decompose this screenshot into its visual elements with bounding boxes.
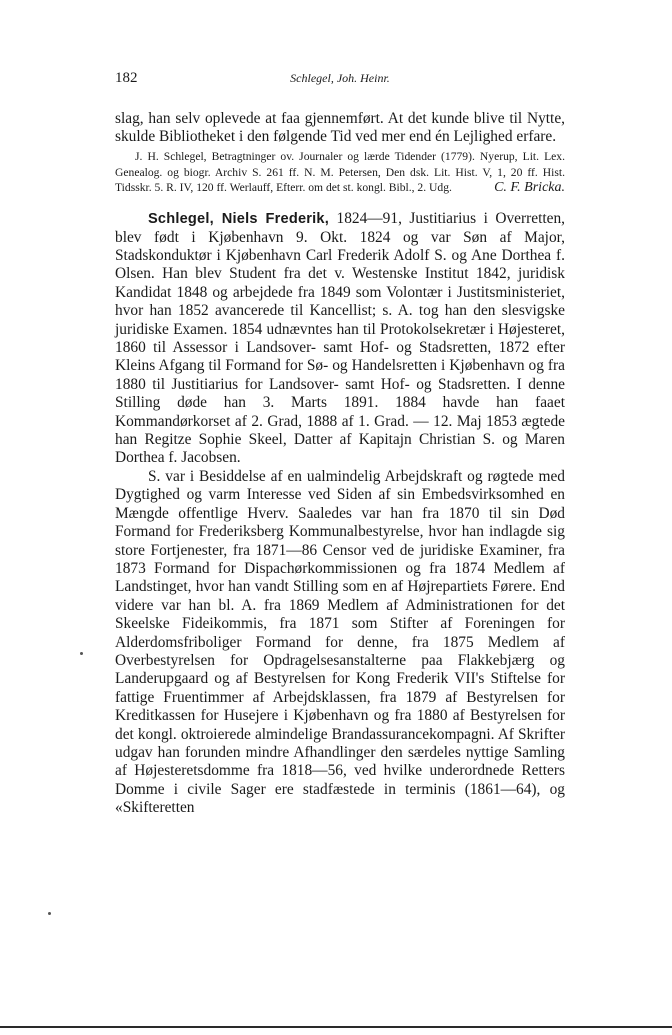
author-signature: C. F. Bricka.	[494, 180, 565, 196]
previous-article-ending: slag, han selv oplevede at faa gjennemført. At det kunde blive til Nytte, skulde Bibliotheket i den følgende Tid ved mer end én Lejlighed erfare.	[115, 110, 565, 146]
reference-block	[115, 149, 565, 196]
margin-mark	[80, 652, 83, 655]
article-paragraph-1	[115, 210, 565, 468]
scan-bottom-edge	[0, 1026, 672, 1028]
article-lemma: Schlegel, Niels Frederik,	[148, 211, 329, 228]
book-page	[115, 70, 565, 818]
page-number: 182	[115, 70, 138, 86]
article-paragraph-2: S. var i Besiddelse af en ualmindelig Arbejdskraft og røgtede med Dygtighed og varm Interesse ved Siden af sin Embedsvirksomhed en Mængde offentlige Hverv. Saaledes var han fra 1870 til sin Død Formand for Frederiksberg Kommunalbestyrelse, hvor han indlagde sig store Fortjenester, fra 1871—86 Censor ved de juridiske Examiner, fra 1873 Formand for Dispachørkommissionen og fra 1874 Medlem af Landstinget, hvor han vandt Stilling som en af Højrepartiets Førere. End videre var han bl. A. fra 1869 Medlem af Administrationen for det Skeelske Fideikommis, fra 1871 som Stifter af Foreningen for Alderdomsfriboliger Formand for denne, fra 1875 Medlem af Overbestyrelsen for Opdragelsesanstalterne paa Flakkebjærg og Landerupgaard og af Bestyrelsen for Kong Frederik VII's Stiftelse for fattige Fruentimmer af Arbejdsklassen, fra 1879 af Bestyrelsen for Kreditkassen for Husejere i Kjøbenhavn og fra 1880 af Bestyrelsen for det kongl. oktroierede almindelige Brandassurancekompagni. Af Skrifter udgav han forunden mindre Afhandlinger den særdeles nyttige Samling af Højesteretsdomme fra 1818—56, ved hvilke underordnede Retters Domme i civile Sager ere stadfæstede in terminis (1861—64), og «Skifteretten	[115, 467, 565, 817]
running-head: Schlegel, Joh. Heinr.	[290, 71, 390, 85]
margin-mark	[48, 912, 51, 915]
reference-list: J. H. Schlegel, Betragtninger ov. Journaler og lærde Tidender (1779). Nyerup, Lit. Lex. Genealog. og biogr. Archiv S. 261 ff. N. M. Petersen, Den dsk. Lit. Hist. V, 1, 20 ff. Hist. Tidsskr. 5. R. IV, 120 ff. Werlauff, Efterr. om det st. kongl. Bibl., 2. Udg.	[115, 149, 565, 195]
article-biography: 1824—91, Justitiarius i Overretten, blev født i Kjøbenhavn 9. Okt. 1824 og var Søn af Major, Stadskonduktør i Kjøbenhavn Carl Frederik Adolf S. og Ane Dorthea f. Olsen. Han blev Student fra det v. Westenske Institut 1842, juridisk Kandidat 1848 og arbejdede fra 1849 som Volontær i Justitsministeriet, hvor han 1852 avancerede til Kancellist; s. A. tog han den slesvigske juridiske Examen. 1854 udnævntes han til Protokolsekretær i Højesteret, 1860 til Assessor i Landsover- samt Hof- og Stadsretten, 1872 efter Kleins Afgang til Formand for Sø- og Handelsretten i Kjøbenhavn og fra 1880 til Justitiarius for Landsover- samt Hof- og Stadsretten. I denne Stilling døde han 3. Marts 1891. 1884 havde han faaet Kommandørkorset af 2. Grad, 1888 af 1. Grad. — 12. Maj 1853 ægtede han Regitze Sophie Skeel, Datter af Kapitajn Christian S. og Maren Dorthea f. Jacobsen.	[115, 210, 565, 467]
page-header	[115, 70, 565, 90]
main-text	[115, 110, 565, 818]
